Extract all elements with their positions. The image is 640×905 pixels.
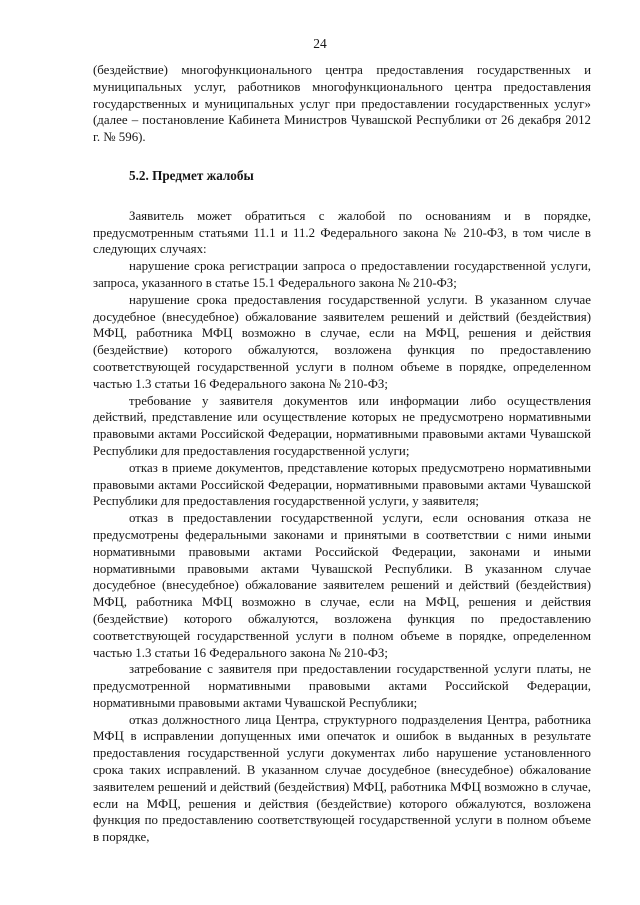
- paragraph-service-deadline: нарушение срока предоставления государственной услуги. В указанном случае досудебное (внесудебное) обжалование заявителем решений и действий (бездействия) МФЦ, работника МФЦ возможно в случае, если на МФЦ, решения и действия (бездействие) которого обжалуются, возложена функция по предоставлению соответствующей государственной услуги в полном объеме в порядке, определенном частью 1.3 статьи 16 Федерального закона № 210-ФЗ;: [93, 292, 591, 391]
- paragraph-service-refusal: отказ в предоставлении государственной услуги, если основания отказа не предусмотрены федеральными законами и принятыми в соответствии с ними иными нормативными правовыми актами Российской Федерации, законами и иными нормативными правовыми актами Чувашской Республики. В указанном случае досудебное (внесудебное) обжалование заявителем решений и действий (бездействия) МФЦ, работника МФЦ возможно в случае, если на МФЦ, решения и действия (бездействие) которого обжалуются, возложена функция по предоставлению соответствующей государственной услуги в полном объеме в порядке, определенном частью 1.3 статьи 16 Федерального закона № 210-ФЗ;: [93, 511, 591, 660]
- paragraph-document-refusal: отказ в приеме документов, представление которых предусмотрено нормативными правовыми актами Российской Федерации, нормативными правовыми актами Чувашской Республики для предоставления государственной услуги, у заявителя;: [93, 460, 591, 509]
- paragraph-fee-demand: затребование с заявителя при предоставлении государственной услуги платы, не предусмотренной нормативными правовыми актами Российской Федерации, нормативными правовыми актами Чувашской Республики;: [93, 662, 591, 710]
- paragraph-document-requirement: требование у заявителя документов или информации либо осуществления действий, представление или осуществление которых не предусмотрено нормативными правовыми актами Российской Федерации, нормативными правовыми актами Чувашской Республики для предоставления государственной услуги;: [93, 393, 591, 458]
- section-heading: 5.2. Предмет жалобы: [129, 167, 254, 183]
- paragraph-grounds: Заявитель может обратиться с жалобой по основаниям и в порядке, предусмотренным статьями 11.1 и 11.2 Федерального закона № 210-ФЗ, в том числе в следующих случаях:: [93, 208, 591, 257]
- paragraph-correction-refusal: отказ должностного лица Центра, структурного подразделения Центра, работника МФЦ в исправлении допущенных ими опечаток и ошибок в выданных в результате предоставления государственной услуги документах либо нарушение установленного срока таких исправлений. В указанном случае досудебное (внесудебное) обжалование заявителем решений и действий (бездействия) МФЦ, работника МФЦ возможно в случае, если на МФЦ, решения и действия (бездействие) которого обжалуются, возложена функция по предоставлению соответствующей государственной услуги в полном объеме в порядке,: [93, 712, 591, 845]
- intro-paragraph: (бездействие) многофункционального центра предоставления государственных и муниципальных услуг, работников многофункционального центра предоставления государственных и муниципальных услуг при предоставлении государственных услуг» (далее – постановление Кабинета Министров Чувашской Республики от 26 декабря 2012 г. № 596).: [93, 63, 591, 145]
- paragraph-registration-deadline: нарушение срока регистрации запроса о предоставлении государственной услуги, запроса, указанного в статье 15.1 Федерального закона № 210-ФЗ;: [93, 259, 591, 290]
- document-body: [93, 62, 591, 846]
- page-number: 24: [313, 36, 327, 51]
